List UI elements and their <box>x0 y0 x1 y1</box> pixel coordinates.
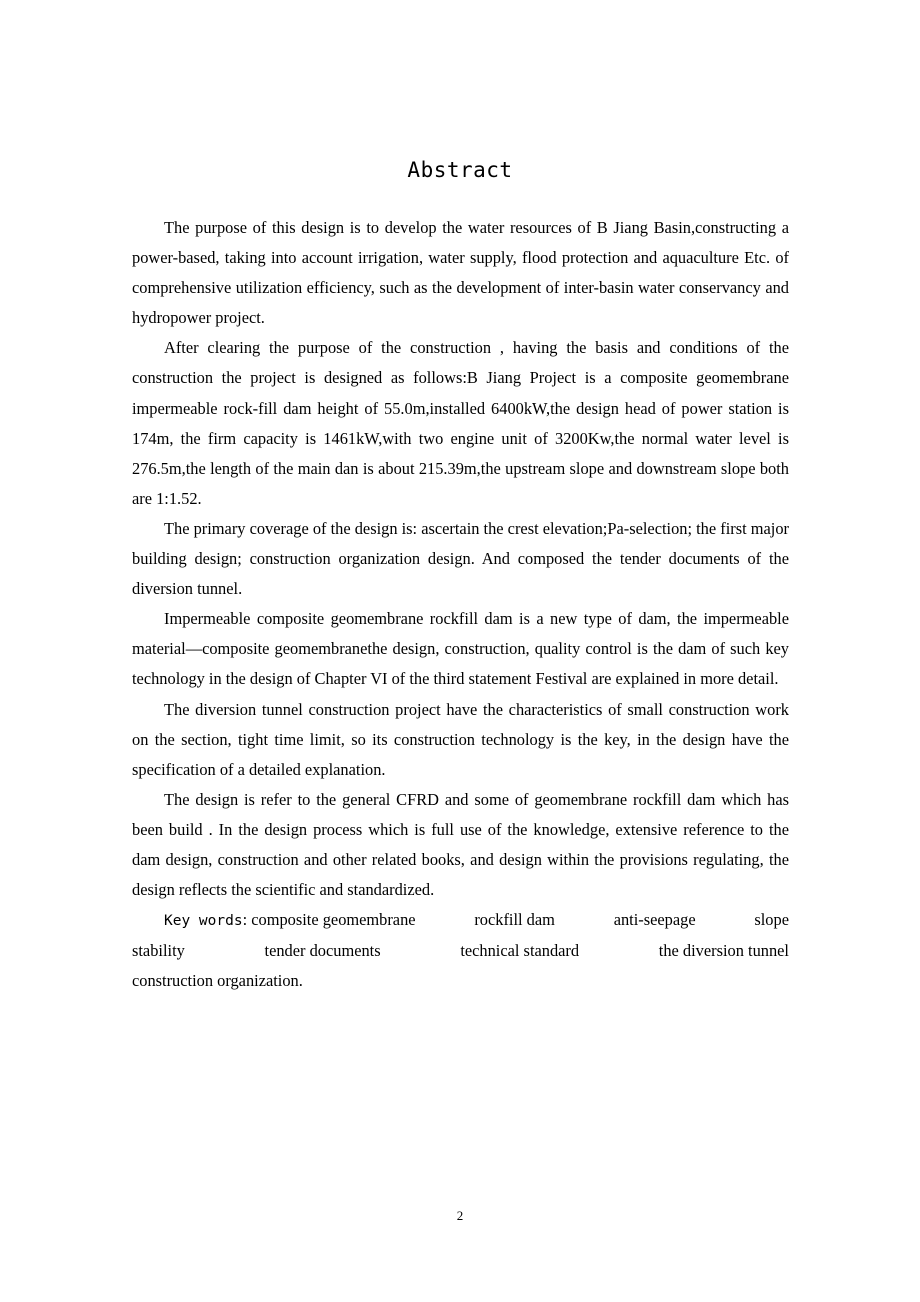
page-number: 2 <box>456 1208 464 1223</box>
abstract-paragraph-5: The diversion tunnel construction project have the characteristics of small construction work on the section, tight time limit, so its construction technology is the key, in the design have the specification of a detailed explanation. <box>132 699 789 779</box>
keywords-line-1 <box>132 905 789 936</box>
keyword-item: rockfill dam <box>474 910 555 930</box>
keyword-item: technical standard <box>460 941 580 961</box>
keywords-separator: : <box>242 910 248 930</box>
keywords-line-3: construction organization. <box>132 971 303 991</box>
abstract-paragraph-3: The primary coverage of the design is: ascertain the crest elevation;Pa-selection; the first major building design; construction organization design. And composed the tender documents of the diversion tunnel. <box>132 518 789 599</box>
abstract-paragraph-2: After clearing the purpose of the construction , having the basis and conditions of the construction the project is designed as follows:B Jiang Project is a composite geomembrane impermeable rock-fill dam height of 55.0m,installed 6400kW,the design head of power station is 174m, the firm capacity is 1461kW,with two engine unit of 3200Kw,the normal water level is 276.5m,the length of the main dan is about 215.39m,the upstream slope and downstream slope both are 1:1.52. <box>132 338 789 508</box>
keyword-item: tender documents <box>264 941 381 961</box>
keyword-item: the diversion tunnel <box>658 941 789 961</box>
keyword-item: anti-seepage <box>613 910 696 930</box>
keywords-label: Key words <box>164 913 243 930</box>
abstract-paragraph-1: The purpose of this design is to develop the water resources of B Jiang Basin,constructing a power-based, taking into account irrigation, water supply, flood protection and aquaculture Etc. of comprehensive utilization efficiency, such as the development of inter-basin water conservancy and hydropower project. <box>132 218 789 328</box>
keywords-label-group <box>164 905 416 936</box>
keyword-item: slope <box>754 910 789 930</box>
keywords-line-2 <box>132 936 789 966</box>
abstract-title: Abstract <box>407 158 513 182</box>
keyword-item: composite geomembrane <box>251 910 416 930</box>
abstract-body <box>132 213 789 996</box>
abstract-paragraph-4: Impermeable composite geomembrane rockfill dam is a new type of dam, the impermeable material—composite geomembranethe design, construction, quality control is the dam of such key technology in the design of Chapter VI of the third statement Festival are explained in more detail. <box>132 609 789 689</box>
keyword-item: stability <box>132 941 185 961</box>
abstract-paragraph-6: The design is refer to the general CFRD and some of geomembrane rockfill dam which has been build . In the design process which is full use of the knowledge, extensive reference to the dam design, construction and other related books, and design within the provisions regulating, the design reflects the scientific and standardized. <box>132 789 789 900</box>
